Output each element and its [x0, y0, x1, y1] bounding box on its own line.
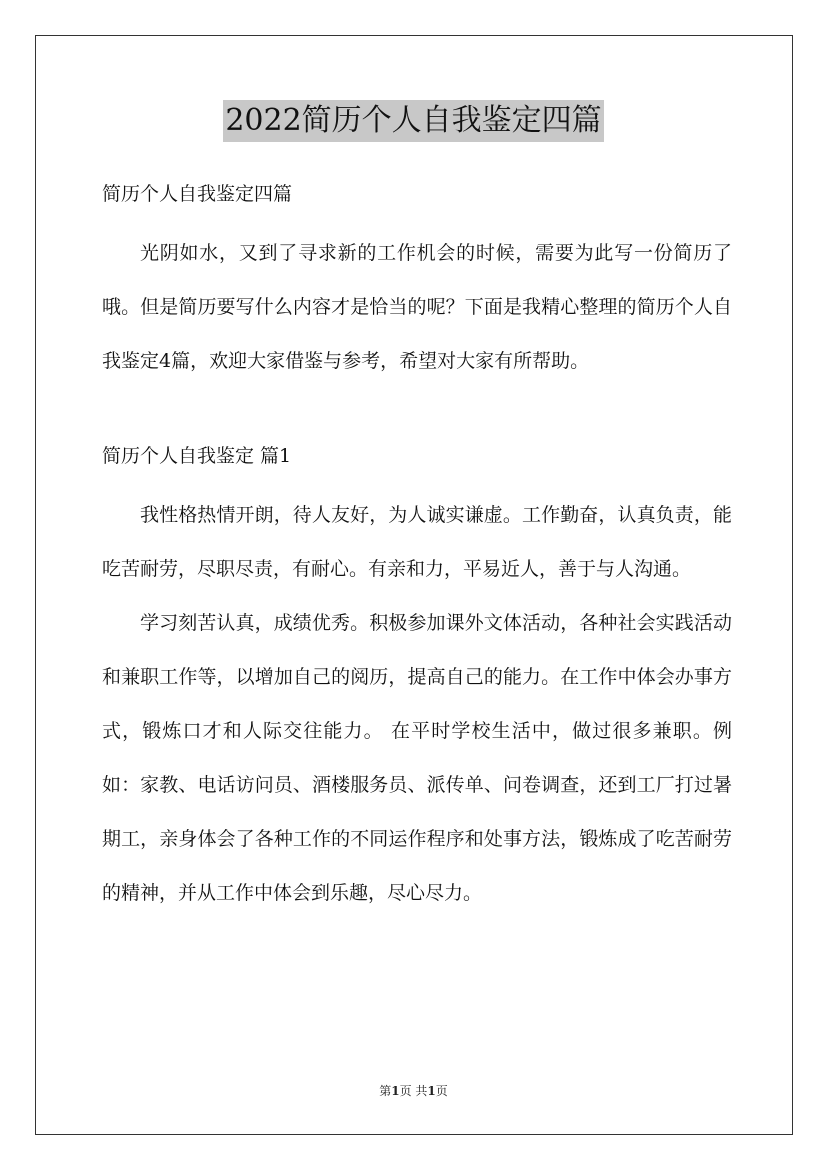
section-heading: 简历个人自我鉴定 篇1	[102, 445, 292, 467]
footer-page-suffix: 页	[435, 1084, 448, 1098]
section-paragraph-1: 我性格热情开朗，待人友好，为人诚实谦虚。工作勤奋，认真负责，能吃苦耐劳，尽职尽责，有耐心。有亲和力，平易近人，善于与人沟通。	[102, 504, 732, 580]
footer-page-prefix: 第	[379, 1084, 392, 1098]
footer-page-mid: 页 共	[399, 1084, 428, 1098]
footer-page-number: 1	[391, 1084, 400, 1098]
document-title: 2022简历个人自我鉴定四篇	[223, 100, 603, 142]
title-container	[0, 100, 827, 142]
document-subtitle: 简历个人自我鉴定四篇	[102, 183, 293, 205]
section-paragraph-2: 学习刻苦认真，成绩优秀。积极参加课外文体活动，各种社会实践活动和兼职工作等，以增加自己的阅历，提高自己的能力。在工作中体会办事方式，锻炼口才和人际交往能力。 在平时学校生活中，做过很多兼职。例如：家教、电话访问员、酒楼服务员、派传单、问卷调查，还到工厂打过暑期工，亲身体会了各种工作的不同运作程序和处事方法，锻炼成了吃苦耐劳的精神，并从工作中体会到乐趣，尽心尽力。	[102, 612, 732, 904]
intro-paragraph: 光阴如水，又到了寻求新的工作机会的时候，需要为此写一份简历了哦。但是简历要写什么内容才是恰当的呢？下面是我精心整理的简历个人自我鉴定4篇，欢迎大家借鉴与参考，希望对大家有所帮助。	[102, 242, 732, 372]
document-body	[102, 176, 732, 920]
footer-total-pages: 1	[427, 1084, 436, 1098]
page-footer	[0, 1083, 827, 1099]
